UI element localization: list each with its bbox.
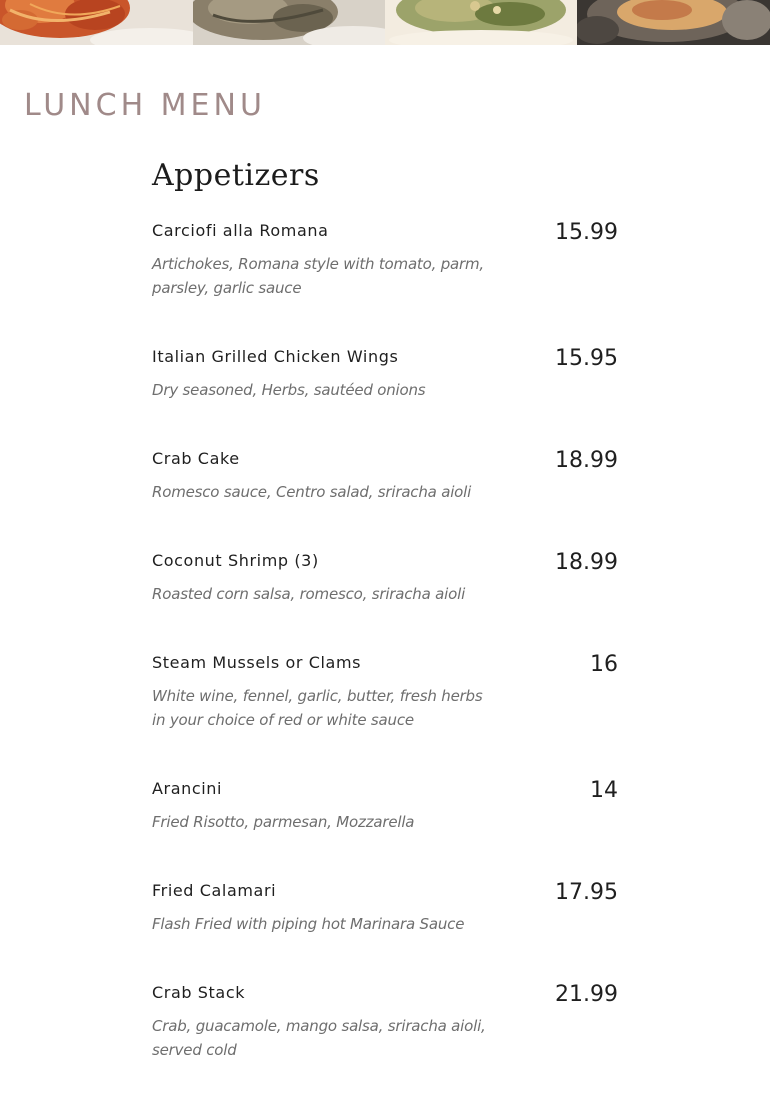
- item-description: Flash Fried with piping hot Marinara Sauce: [152, 915, 465, 933]
- item-name: Italian Grilled Chicken Wings: [152, 347, 399, 366]
- item-description: Crab, guacamole, mango salsa, sriracha aioli, served cold: [152, 1017, 486, 1059]
- item-price: 18.99: [555, 550, 618, 575]
- item-description: Artichokes, Romana style with tomato, parm, parsley, garlic sauce: [152, 255, 484, 297]
- item-price: 16: [590, 652, 618, 677]
- appetizer-list: [152, 0, 618, 1099]
- item-description: Roasted corn salsa, romesco, sriracha aioli: [152, 585, 466, 603]
- item-price: 14: [590, 778, 618, 803]
- menu-title: LUNCH MENU: [24, 88, 266, 123]
- item-name: Arancini: [152, 779, 223, 798]
- item-name: Fried Calamari: [152, 881, 277, 900]
- item-name: Steam Mussels or Clams: [152, 653, 362, 672]
- item-description: Fried Risotto, parmesan, Mozzarella: [152, 813, 415, 831]
- item-name: Coconut Shrimp (3): [152, 551, 319, 570]
- item-name: Crab Cake: [152, 449, 240, 468]
- item-description: White wine, fennel, garlic, butter, fresh herbs in your choice of red or white sauce: [152, 687, 483, 729]
- item-name: Crab Stack: [152, 983, 246, 1002]
- item-price: 15.99: [555, 220, 618, 245]
- section-heading-appetizers: Appetizers: [152, 158, 320, 193]
- item-name: Carciofi alla Romana: [152, 221, 329, 240]
- item-description: Romesco sauce, Centro salad, sriracha aioli: [152, 483, 472, 501]
- item-price: 15.95: [555, 346, 618, 371]
- item-price: 21.99: [555, 982, 618, 1007]
- item-price: 18.99: [555, 448, 618, 473]
- item-price: 17.95: [555, 880, 618, 905]
- item-description: Dry seasoned, Herbs, sautéed onions: [152, 381, 426, 399]
